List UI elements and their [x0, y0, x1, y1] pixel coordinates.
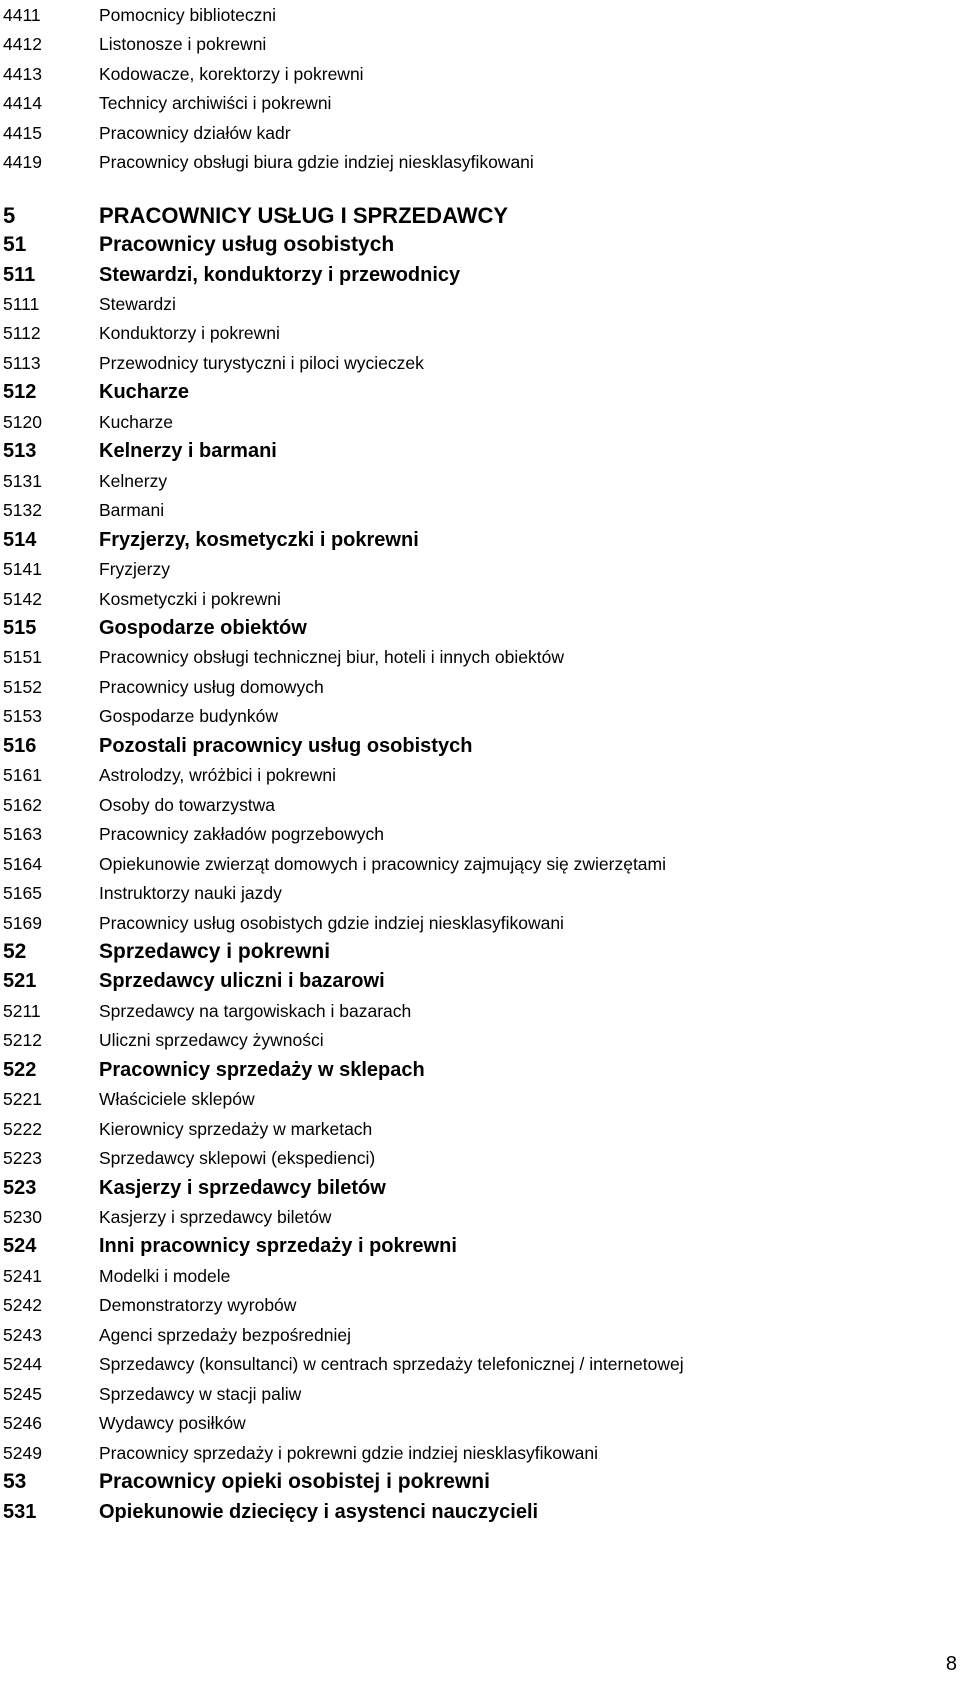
occupation-label: Kosmetyczki i pokrewni [99, 589, 281, 609]
occupation-code: 531 [3, 1501, 37, 1523]
occupation-label: Konduktorzy i pokrewni [99, 323, 280, 343]
occupation-code: 5162 [3, 795, 42, 815]
occupation-code: 5164 [3, 854, 42, 874]
occupation-code: 512 [3, 381, 37, 403]
occupation-label: Sprzedawcy w stacji paliw [99, 1384, 302, 1404]
occupation-code: 5249 [3, 1443, 42, 1463]
occupation-code: 4412 [3, 34, 42, 54]
occupation-label: Pracownicy obsługi biura gdzie indziej niesklasyfikowani [99, 152, 534, 172]
occupation-label: Pracownicy usług osobistych [99, 233, 395, 256]
occupation-code: 515 [3, 617, 37, 639]
occupation-label: Inni pracownicy sprzedaży i pokrewni [99, 1235, 457, 1257]
occupation-label: Agenci sprzedaży bezpośredniej [99, 1325, 351, 1345]
occupation-label: Właściciele sklepów [99, 1089, 255, 1109]
occupation-code: 5223 [3, 1148, 42, 1168]
occupation-code: 5246 [3, 1413, 42, 1433]
occupation-label: Kucharze [99, 381, 190, 403]
occupation-label: Sprzedawcy na targowiskach i bazarach [99, 1001, 412, 1021]
occupation-code: 5111 [3, 294, 40, 314]
occupation-code: 4415 [3, 123, 42, 143]
occupation-label: Kierownicy sprzedaży w marketach [99, 1119, 373, 1139]
occupation-label: Przewodnicy turystyczni i piloci wycieczek [99, 353, 424, 373]
occupation-label: Gospodarze obiektów [99, 617, 307, 639]
occupation-code: 524 [3, 1235, 37, 1257]
occupation-code: 5161 [3, 765, 42, 785]
occupation-code: 4414 [3, 93, 42, 113]
occupation-code: 4411 [3, 5, 41, 25]
occupation-label: Fryzjerzy [99, 559, 170, 579]
occupation-label: Kucharze [99, 412, 173, 432]
occupation-code: 5241 [3, 1266, 42, 1286]
occupation-code: 5230 [3, 1207, 42, 1227]
occupation-code: 5132 [3, 500, 42, 520]
occupation-label: Kasjerzy i sprzedawcy biletów [99, 1177, 386, 1199]
occupation-label: Technicy archiwiści i pokrewni [99, 93, 332, 113]
occupation-label: Pracownicy działów kadr [99, 123, 291, 143]
occupation-label: Sprzedawcy i pokrewni [99, 940, 331, 963]
occupation-code: 5222 [3, 1119, 42, 1139]
occupation-label: Kelnerzy [99, 471, 168, 491]
occupation-label: Sprzedawcy (konsultanci) w centrach sprzedaży telefonicznej / internetowej [99, 1354, 684, 1374]
occupation-code: 5141 [3, 559, 42, 579]
page-number: 8 [945, 1653, 957, 1675]
occupation-code: 514 [3, 529, 37, 551]
occupation-code: 5221 [3, 1089, 42, 1109]
occupation-code: 5120 [3, 412, 42, 432]
occupation-code: 5165 [3, 883, 42, 903]
occupation-code: 5211 [3, 1001, 41, 1021]
occupation-code: 513 [3, 440, 37, 462]
occupation-label: Pozostali pracownicy usług osobistych [99, 735, 473, 757]
occupation-label: Pomocnicy biblioteczni [99, 5, 277, 25]
occupation-label: Pracownicy zakładów pogrzebowych [99, 824, 384, 844]
occupation-code: 5212 [3, 1030, 42, 1050]
occupation-label: Uliczni sprzedawcy żywności [99, 1030, 324, 1050]
occupation-label: Wydawcy posiłków [99, 1413, 246, 1433]
occupation-label: Opiekunowie dziecięcy i asystenci nauczycieli [99, 1501, 539, 1523]
occupation-code: 5151 [3, 647, 42, 667]
occupation-code: 52 [3, 940, 27, 963]
occupation-label: Stewardzi [99, 294, 176, 314]
occupation-label: Kelnerzy i barmani [99, 440, 277, 462]
occupation-code: 516 [3, 735, 37, 757]
occupation-code: 4413 [3, 64, 42, 84]
occupation-code: 53 [3, 1470, 27, 1493]
occupation-label: Sprzedawcy uliczni i bazarowi [99, 970, 385, 992]
occupation-code: 4419 [3, 152, 42, 172]
occupation-code: 511 [3, 264, 36, 286]
occupation-code: 5244 [3, 1354, 42, 1374]
occupation-label: Pracownicy opieki osobistej i pokrewni [99, 1470, 490, 1493]
occupation-code: 5113 [3, 353, 41, 373]
occupation-label: Fryzjerzy, kosmetyczki i pokrewni [99, 529, 419, 551]
occupation-label: Gospodarze budynków [99, 706, 278, 726]
occupation-code: 523 [3, 1177, 37, 1199]
occupation-code: 5243 [3, 1325, 42, 1345]
occupation-label: PRACOWNICY USŁUG I SPRZEDAWCY [99, 203, 509, 228]
occupation-label: Opiekunowie zwierząt domowych i pracownicy zajmujący się zwierzętami [99, 854, 667, 874]
occupation-code: 5131 [3, 471, 42, 491]
occupation-label: Demonstratorzy wyrobów [99, 1295, 297, 1315]
occupation-code: 5153 [3, 706, 42, 726]
occupation-label: Listonosze i pokrewni [99, 34, 267, 54]
occupation-code: 5163 [3, 824, 42, 844]
occupation-code: 5 [3, 203, 16, 228]
occupation-code: 5169 [3, 913, 42, 933]
occupation-label: Pracownicy usług domowych [99, 677, 324, 697]
occupation-label: Pracownicy obsługi technicznej biur, hoteli i innych obiektów [99, 647, 564, 667]
occupation-label: Kasjerzy i sprzedawcy biletów [99, 1207, 332, 1227]
occupation-label: Pracownicy sprzedaży i pokrewni gdzie indziej niesklasyfikowani [99, 1443, 598, 1463]
occupation-label: Sprzedawcy sklepowi (ekspedienci) [99, 1148, 376, 1168]
occupation-code: 51 [3, 233, 27, 256]
occupation-label: Kodowacze, korektorzy i pokrewni [99, 64, 364, 84]
occupation-label: Pracownicy sprzedaży w sklepach [99, 1059, 425, 1081]
occupation-code: 521 [3, 970, 37, 992]
occupation-label: Stewardzi, konduktorzy i przewodnicy [99, 264, 461, 286]
occupation-code: 522 [3, 1059, 37, 1081]
occupation-label: Instruktorzy nauki jazdy [99, 883, 282, 903]
occupation-label: Pracownicy usług osobistych gdzie indziej niesklasyfikowani [99, 913, 564, 933]
occupation-label: Barmani [99, 500, 165, 520]
occupation-label: Osoby do towarzystwa [99, 795, 276, 815]
occupation-code: 5242 [3, 1295, 42, 1315]
occupation-code: 5112 [3, 323, 41, 343]
occupation-label: Astrolodzy, wróżbici i pokrewni [99, 765, 336, 785]
occupation-code: 5142 [3, 589, 42, 609]
occupation-label: Modelki i modele [99, 1266, 231, 1286]
occupation-code: 5152 [3, 677, 42, 697]
occupation-code: 5245 [3, 1384, 42, 1404]
